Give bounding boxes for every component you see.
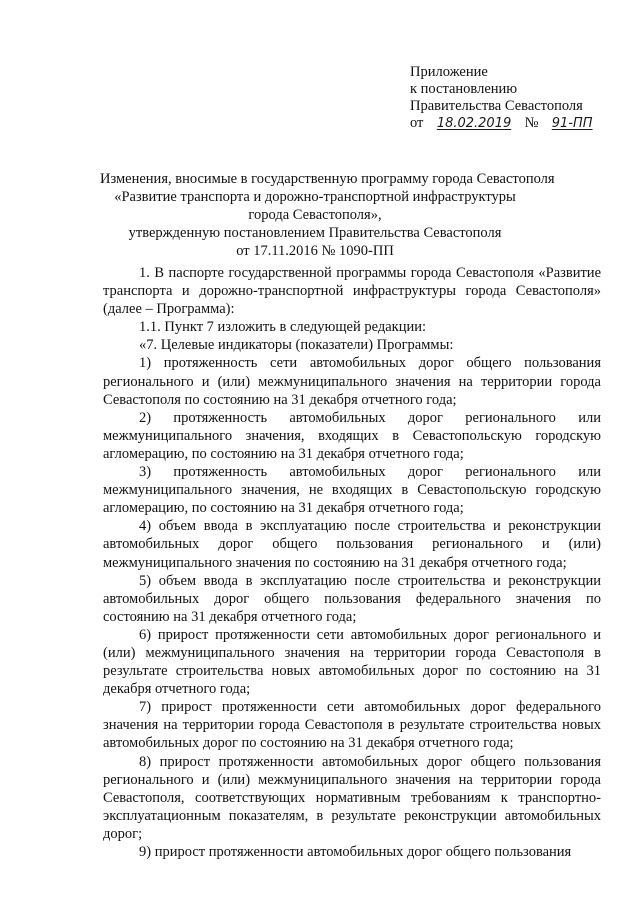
stamp-number-label: № bbox=[524, 115, 539, 131]
title-line-2: «Развитие транспорта и дорожно-транспортной инфраструктуры bbox=[114, 189, 516, 205]
stamp-line-government: Правительства Севастополя bbox=[410, 98, 583, 114]
indicator-2: 2) протяженность автомобильных дорог регионального или межмуниципального значения, входящих в Севастопольскую городскую агломерацию, по состоянию на 31 декабря отчетного года; bbox=[103, 409, 601, 462]
title-line-3: города Севастополя», bbox=[248, 207, 382, 223]
indicator-1: 1) протяженность сети автомобильных дорог общего пользования регионального и (или) межмуниципального значения на территории города Севастополя по состоянию на 31 декабря отчетного года; bbox=[103, 355, 601, 408]
indicator-5: 5) объем ввода в эксплуатацию после строительства и реконструкции автомобильных дорог общего пользования федерального значения по состоянию на 31 декабря отчетного года; bbox=[103, 572, 601, 625]
indicator-4: 4) объем ввода в эксплуатацию после строительства и реконструкции автомобильных дорог общего пользования регионального и (или) межмуниципального значения по состоянию на 31 декабря отчетного года; bbox=[103, 518, 601, 571]
indicator-7: 7) прирост протяженности сети автомобильных дорог федерального значения на территории города Севастополя в результате строительства новых автомобильных дорог по состоянию на 31 декабря отчетного года; bbox=[103, 699, 601, 752]
indicator-6: 6) прирост протяженности сети автомобильных дорог регионального и (или) межмуниципального значения на территории города Севастополя в результате строительства новых автомобильных дорог по состоянию на 31 декабря отчетного года; bbox=[103, 626, 601, 698]
indicator-3: 3) протяженность автомобильных дорог регионального или межмуниципального значения, не входящих в Севастопольскую городскую агломерацию, по состоянию на 31 декабря отчетного года; bbox=[103, 464, 601, 517]
paragraph-1-1: 1.1. Пункт 7 изложить в следующей редакции: bbox=[139, 319, 427, 336]
paragraph-1: 1. В паспорте государственной программы города Севастополя «Развитие транспорта и дорожно-транспортной инфраструктуры города Севастополя» (далее – Программа): bbox=[103, 265, 601, 318]
document-body bbox=[103, 264, 601, 861]
paragraph-item-7: «7. Целевые индикаторы (показатели) Программы: bbox=[139, 337, 454, 354]
document-title bbox=[100, 170, 555, 260]
handwritten-number: 91-ПП bbox=[551, 116, 593, 131]
stamp-line-to-resolution: к постановлению bbox=[410, 81, 518, 97]
title-line-5: от 17.11.2016 № 1090-ПП bbox=[236, 243, 394, 259]
appendix-stamp bbox=[410, 64, 615, 132]
handwritten-date: 18.02.2019 bbox=[436, 116, 512, 131]
title-line-4: утвержденную постановлением Правительства Севастополя bbox=[128, 225, 502, 241]
stamp-from-label: от bbox=[410, 115, 424, 131]
stamp-line-appendix: Приложение bbox=[410, 64, 488, 80]
indicator-9: 9) прирост протяженности автомобильных дорог общего пользования bbox=[139, 844, 572, 860]
indicator-8: 8) прирост протяженности автомобильных дорог общего пользования регионального и (или) межмуниципального значения на территории города Севастополя, соответствующих нормативным требованиям к транспортно-эксплуатационным показателям, в результате реконструкции автомобильных дорог; bbox=[103, 753, 601, 842]
title-line-1: Изменения, вносимые в государственную программу города Севастополя bbox=[100, 171, 555, 187]
stamp-line-date-number bbox=[410, 115, 615, 132]
